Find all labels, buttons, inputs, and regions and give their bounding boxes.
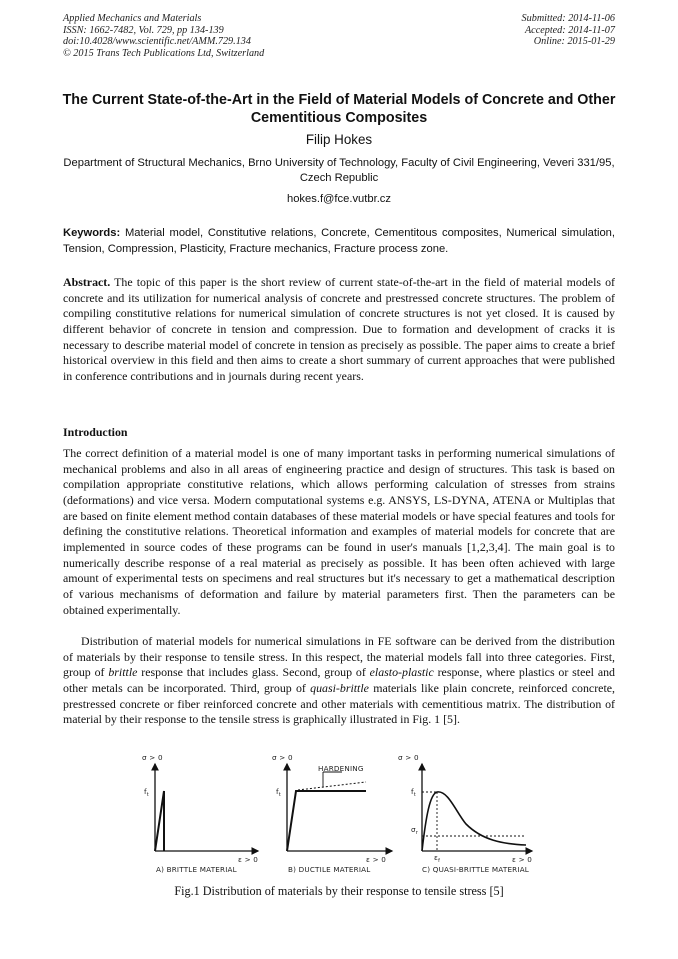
panel-brittle <box>142 753 258 874</box>
panel-c-y-axis-label: σ > 0 <box>398 753 419 762</box>
keywords-label: Keywords: <box>63 227 121 239</box>
panel-b-ft-label: $f_t$ <box>276 787 281 798</box>
keywords <box>63 226 615 257</box>
journal-copyright: © 2015 Trans Tech Publications Ltd, Switzerland <box>63 47 265 59</box>
panel-c-caption: C) QUASI-BRITTLE MATERIAL <box>422 865 530 874</box>
author-affiliation: Department of Structural Mechanics, Brno University of Technology, Faculty of Civil Engineering, Veveri 331/95, Czech Republic <box>63 157 615 184</box>
journal-doi: doi:10.4028/www.scientific.net/AMM.729.134 <box>63 36 251 48</box>
panel-b-y-axis-label: σ > 0 <box>272 753 293 762</box>
panel-b-caption: B) DUCTILE MATERIAL <box>288 865 371 874</box>
submitted-date: Submitted: 2014-11-06 <box>521 13 615 24</box>
author-email: hokes.f@fce.vutbr.cz <box>286 193 391 205</box>
online-date: Online: 2015-01-29 <box>533 36 615 48</box>
panel-b-stress-strain-curve <box>287 791 366 851</box>
panel-quasi-brittle <box>398 753 532 874</box>
journal-name: Applied Mechanics and Materials <box>63 13 202 24</box>
panel-a-x-axis-label: ε > 0 <box>238 855 259 864</box>
intro-paragraph-1: The correct definition of a material model is one of many important tasks in performing numerical simulations of mechanical problems and also in all areas of engineering practice and design of structures. This task is based on compilation appropriate constitutive relations, which allows performing calculation of stresses from strains (deformations) and vice versa. Modern computational systems e.g. ANSYS, LS-DYNA, ATENA or Multiplas that are based on finite element method contain databases of these material models or have special features and tools for defining the constitutive relations. Theoretical information and examples of material models for concrete that are implemented in source codes of these programs can be found in user's manuals [1,2,3,4]. The main goal is to numerically describe response of a real material as precisely as possible. It has been often achieved with large amount of experimental tests on specimens and real structures but it's necessary to get a mathematical description of various mechanisms of deformation and failure by material parameters first. Then the parameters can be obtained experimentally. <box>63 446 615 617</box>
submission-dates <box>522 13 615 48</box>
paper-title: The Current State-of-the-Art in the Field of Material Models of Concrete and Other Cementitious Composites <box>62 92 616 126</box>
panel-c-x-axis-label: ε > 0 <box>512 855 533 864</box>
panel-a-caption: A) BRITTLE MATERIAL <box>156 865 237 874</box>
panel-c-sigma-r-label: $\sigma_r$ <box>411 825 419 836</box>
figure-1 <box>130 750 550 880</box>
panel-b-hardening-label: HARDENING <box>318 764 364 773</box>
panel-a-stress-strain-curve <box>155 791 164 851</box>
keywords-text: Material model, Constitutive relations, Concrete, Cementitous composites, Numerical simulation, Tension, Compression, Plasticity, Fracture mechanics, Fracture process zone. <box>63 227 616 255</box>
abstract-label: Abstract. <box>63 275 111 289</box>
abstract-text: The topic of this paper is the short review of current state-of-the-art in the field of material models of concrete and its utilization for numerical analysis of concrete and prestressed concrete structures. The problem of compiling constitutive relations for numerical simulation of concrete structures is not yet closed. It is caused by different behavior of concrete in tension and compression. Due to formation and development of cracks it is necessary to describe material model of concrete in tension as precisely as possible. The paper aims to create a brief historical overview in this field and then aims to create a short summary of current approaches that were published in conference contributions and in journals during recent years. <box>63 275 615 383</box>
journal-issn: ISSN: 1662-7482, Vol. 729, pp 134-139 <box>63 24 224 36</box>
panel-ductile <box>272 753 392 874</box>
figure-1-diagram <box>130 750 550 880</box>
abstract <box>63 275 615 385</box>
author-name: Filip Hokes <box>305 132 373 147</box>
intro-paragraph-2: Distribution of material models for numerical simulations in FE software can be derived from the distribution of materials by their response to tensile stress. In this respect, the material models fall into three categories. First, group of brittle response that includes glass. Second, group of elasto-plastic response, where plastics or steel and other metals can be incorporated. Third, group of quasi-brittle materials like plain concrete, reinforced concrete, prestressed concrete or fiber reinforced concrete and other materials with cementitious matrix. The distribution of material by their response to the tensile stress is graphically illustrated in Fig. 1 [5]. <box>63 634 615 727</box>
panel-c-ft-label: $f_t$ <box>411 787 416 798</box>
panel-b-hardening-curve <box>298 782 366 790</box>
accepted-date: Accepted: 2014-11-07 <box>524 24 615 36</box>
panel-c-eps-label: $\varepsilon_f$ <box>434 853 441 864</box>
section-heading-introduction: Introduction <box>63 425 128 439</box>
figure-1-caption: Fig.1 Distribution of materials by their response to tensile stress [5] <box>174 884 504 898</box>
panel-a-y-axis-label: σ > 0 <box>142 753 163 762</box>
journal-info <box>63 13 264 59</box>
panel-c-stress-strain-curve <box>422 792 526 851</box>
panel-a-ft-label: $f_t$ <box>144 787 149 798</box>
panel-b-x-axis-label: ε > 0 <box>366 855 387 864</box>
